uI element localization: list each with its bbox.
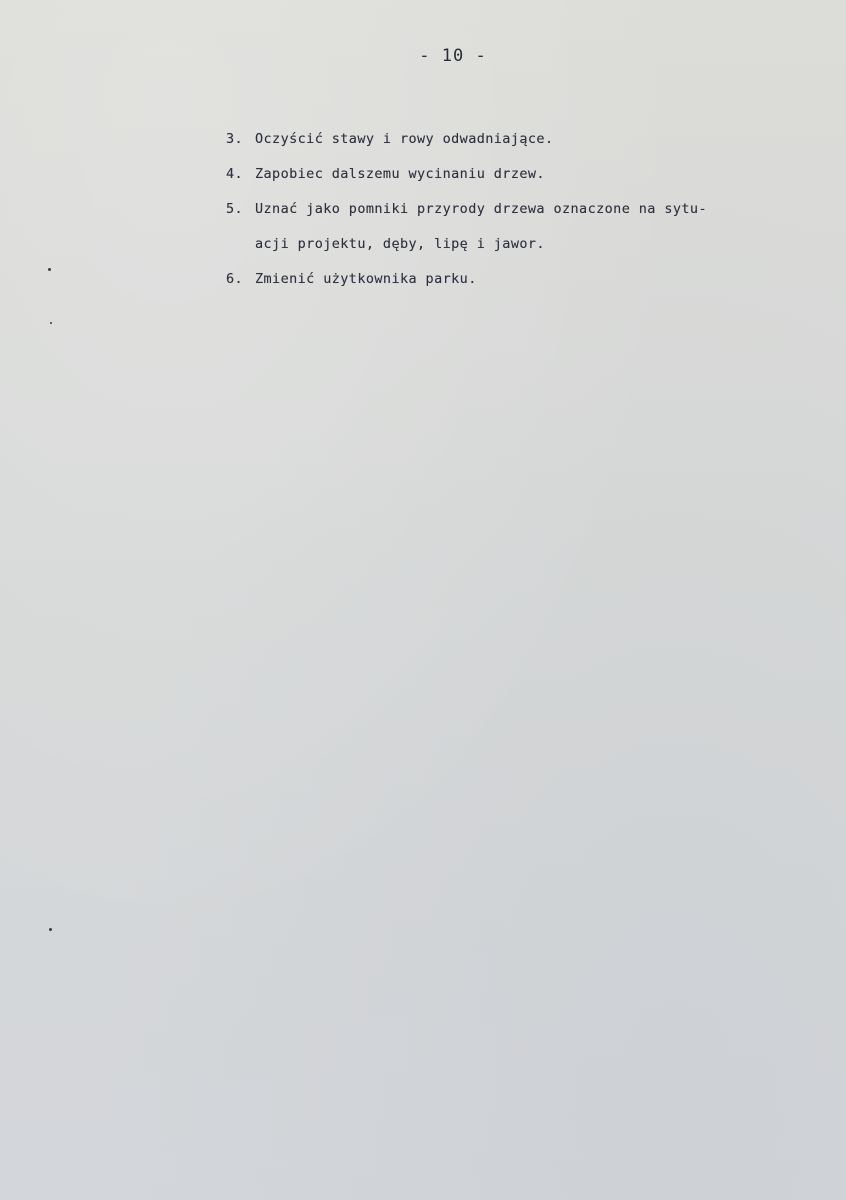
list-item-number: 6. — [226, 271, 244, 287]
list-item — [226, 166, 826, 183]
list-item-continuation: acji projektu, dęby, lipę i jawor. — [255, 236, 545, 252]
paper-speck — [48, 268, 51, 271]
list-item — [226, 201, 826, 253]
paper-speck — [50, 322, 52, 324]
list-item-number: 4. — [226, 166, 244, 182]
list-item — [226, 131, 826, 148]
list-item-text: Oczyścić stawy i rowy odwadniające. — [255, 131, 554, 147]
page-number: - 10 - — [419, 46, 487, 66]
list-item-number: 5. — [226, 201, 244, 217]
paper-speck — [49, 928, 52, 931]
numbered-list — [226, 131, 826, 306]
list-item-number: 3. — [226, 131, 244, 147]
list-item-text: Zapobiec dalszemu wycinaniu drzew. — [255, 166, 545, 182]
list-item — [226, 271, 826, 288]
list-item-text: Uznać jako pomniki przyrody drzewa oznaczone na sytu- — [255, 201, 707, 217]
list-item-text: Zmienić użytkownika parku. — [255, 271, 477, 287]
